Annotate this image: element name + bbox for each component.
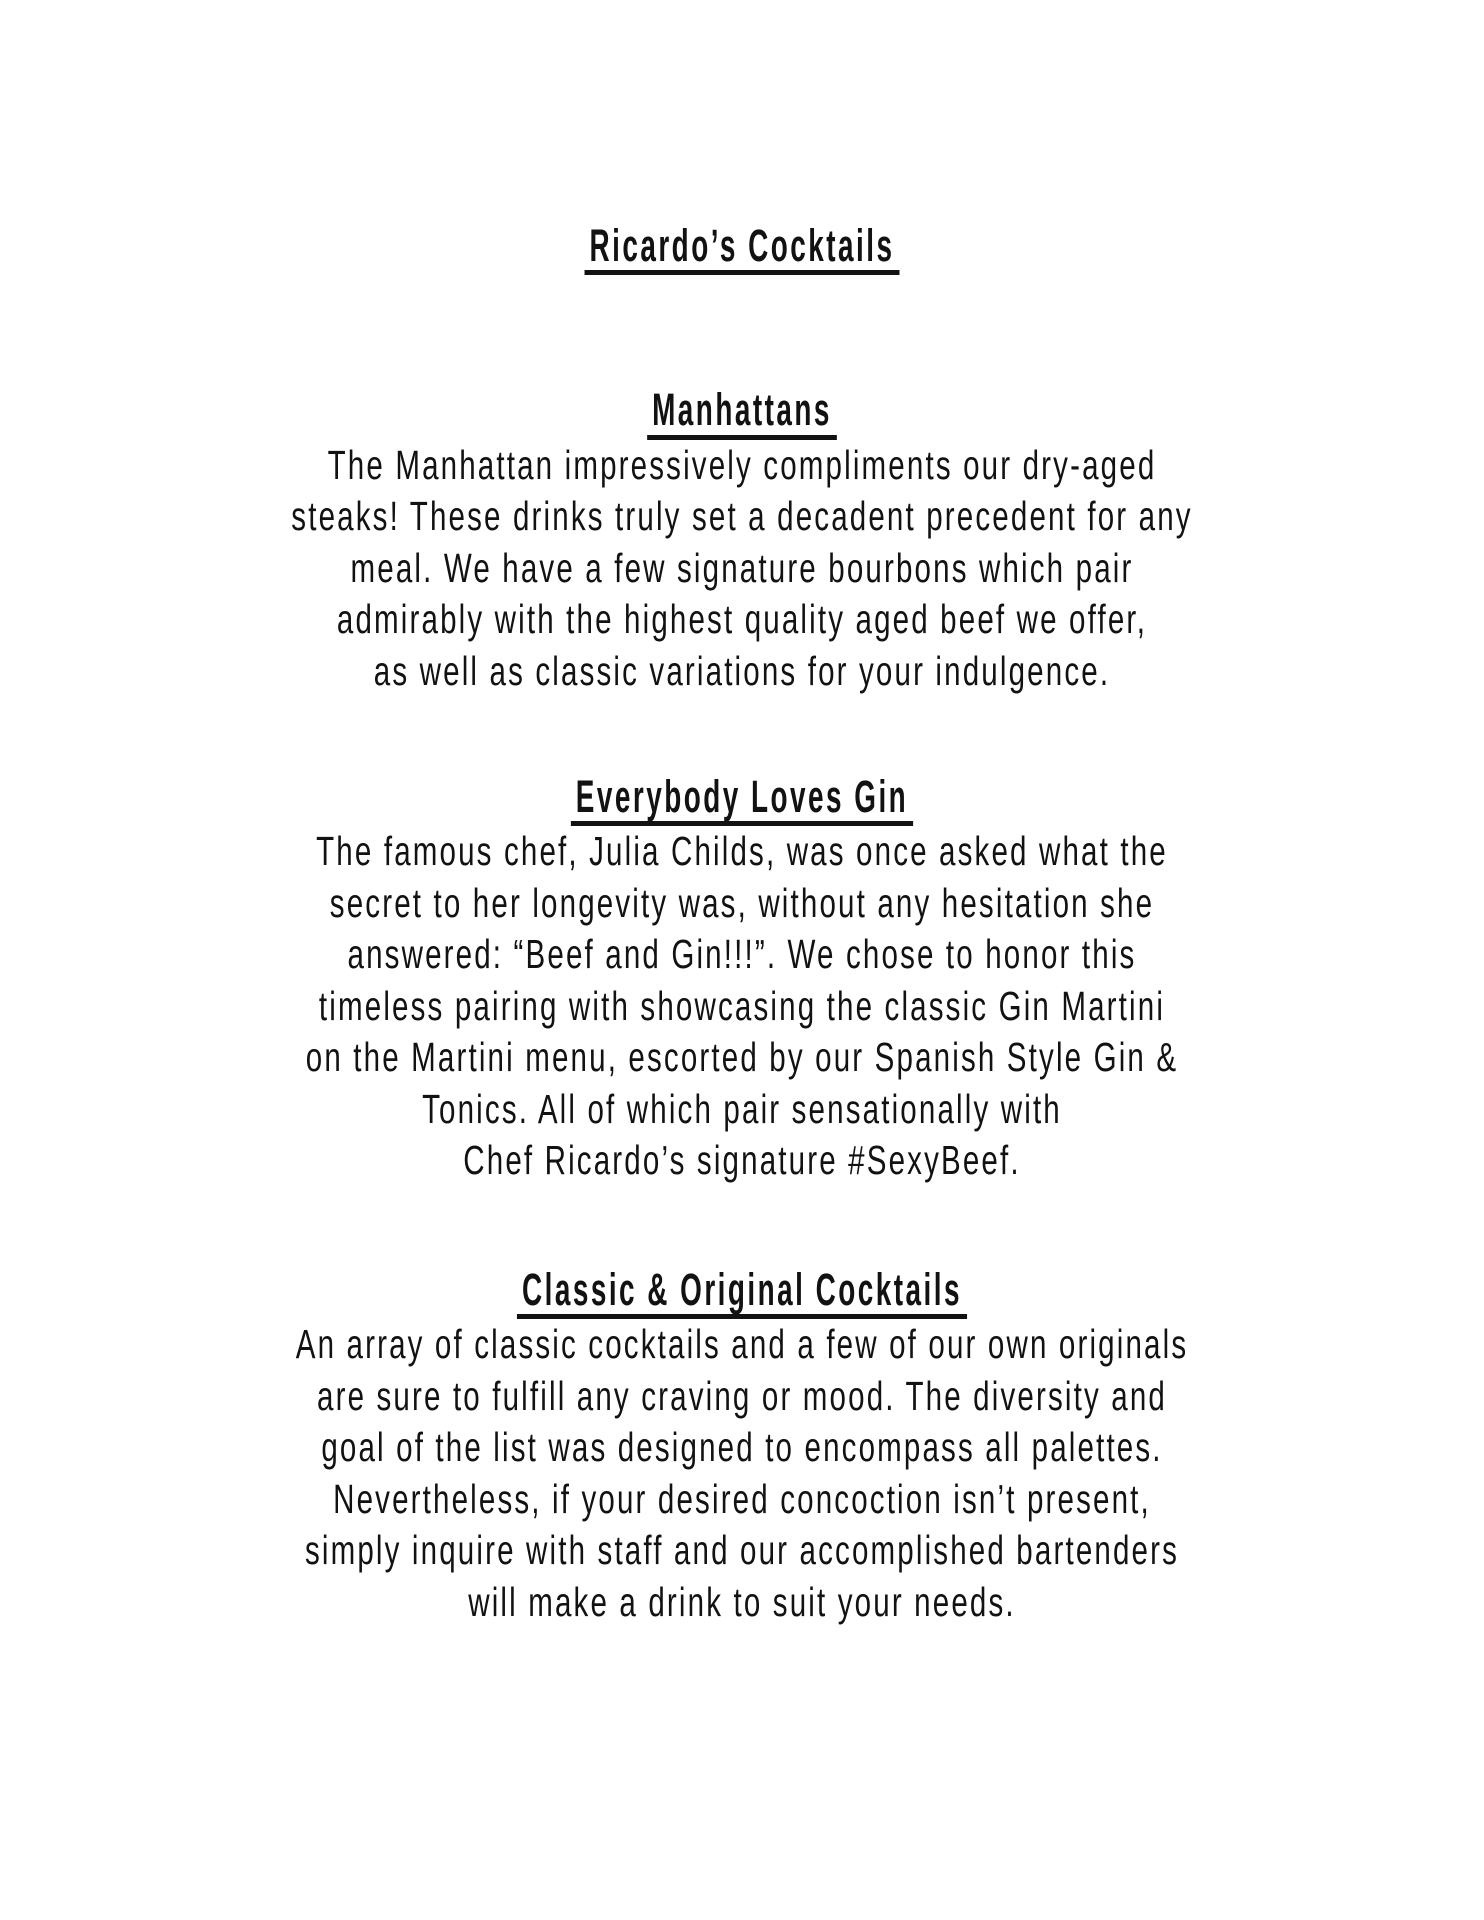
section-heading-text: Classic & Original Cocktails (517, 1266, 967, 1319)
paragraph-line: meal. We have a few signature bourbons which pair (350, 544, 1134, 591)
paragraph-line: An array of classic cocktails and a few of our own originals (295, 1321, 1189, 1367)
paragraph-line: Nevertheless, if your desired concoction isn’t present, (333, 1475, 1151, 1522)
section-paragraph (0, 826, 1484, 1187)
paragraph-line: simply inquire with staff and our accomplished bartenders (304, 1527, 1180, 1573)
paragraph-line: Chef Ricardo’s signature #SexyBeef. (463, 1137, 1021, 1184)
paragraph-line: secret to her longevity was, without any hesitation she (329, 879, 1155, 926)
section-heading-text: Manhattans (647, 386, 837, 439)
paragraph-line: on the Martini menu, escorted by our Spanish Style Gin & (305, 1034, 1179, 1081)
paragraph-line: will make a drink to suit your needs. (468, 1578, 1016, 1625)
paragraph-line: The famous chef, Julia Childs, was once asked what the (316, 828, 1168, 875)
paragraph-line: answered: “Beef and Gin!!!”. We chose to honor this (347, 931, 1137, 978)
section-heading-manhattans (282, 383, 1202, 439)
paragraph-line: as well as classic variations for your indulgence. (373, 647, 1111, 694)
section-paragraph (0, 1319, 1484, 1628)
paragraph-line: Tonics. All of which pair sensationally with (422, 1085, 1062, 1132)
section-heading-classic-original-cocktails (282, 1263, 1202, 1319)
section-manhattans (0, 383, 1484, 697)
paragraph-line: goal of the list was designed to encompass all palettes. (321, 1424, 1163, 1470)
section-heading-everybody-loves-gin (282, 770, 1202, 826)
paragraph-line: timeless pairing with showcasing the classic Gin Martini (318, 982, 1166, 1029)
section-heading-text: Everybody Loves Gin (571, 773, 913, 826)
paragraph-line: are sure to fulfill any craving or mood. The diversity and (317, 1372, 1167, 1419)
section-everybody-loves-gin (0, 770, 1484, 1187)
section-classic-original-cocktails (0, 1263, 1484, 1628)
paragraph-line: admirably with the highest quality aged beef we offer, (336, 596, 1148, 642)
page-title-text: Ricardo’s Cocktails (585, 222, 900, 275)
paragraph-line: steaks! These drinks truly set a decadent precedent for any (291, 493, 1193, 539)
section-paragraph (0, 440, 1484, 698)
paragraph-line: The Manhattan impressively compliments our dry-aged (327, 441, 1157, 488)
page-title (282, 220, 1202, 275)
